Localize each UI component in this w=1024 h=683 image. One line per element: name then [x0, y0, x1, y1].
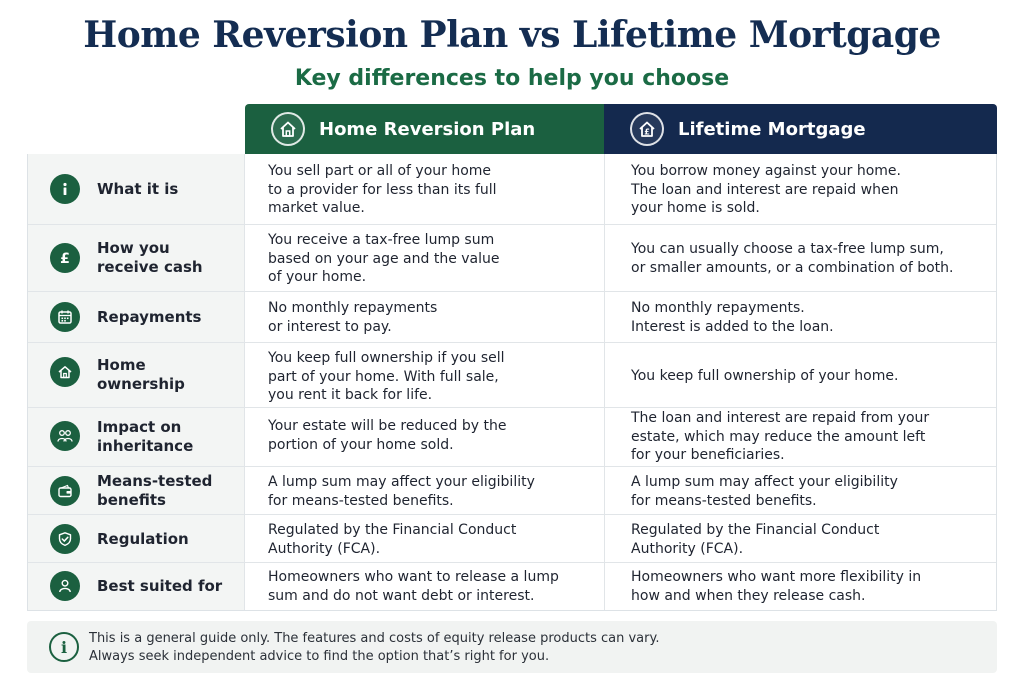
home-reversion-cell: You keep full ownership if you sell part of your home. With full sale, you rent it back for life.	[268, 350, 505, 403]
lifetime-mortgage-cell: Homeowners who want more flexibility in how and when they release cash.	[631, 569, 922, 604]
pound-icon	[50, 243, 80, 273]
column-header-label: Lifetime Mortgage	[678, 118, 866, 140]
wallet-icon	[50, 476, 80, 506]
lifetime-mortgage-cell: No monthly repayments. Interest is added to the loan.	[631, 300, 834, 335]
home-reversion-cell: Your estate will be reduced by the portion of your home sold.	[268, 418, 507, 453]
home-reversion-cell: You sell part or all of your home to a provider for less than its full market value.	[268, 163, 497, 216]
table-row	[28, 563, 996, 610]
lifetime-mortgage-cell: Regulated by the Financial Conduct Authority (FCA).	[631, 522, 880, 557]
lifetime-mortgage-cell: You can usually choose a tax-free lump sum, or smaller amounts, or a combination of both.	[631, 241, 954, 276]
row-label-cell	[28, 154, 245, 224]
home-reversion-cell: A lump sum may affect your eligibility for means-tested benefits.	[268, 474, 535, 509]
house-icon	[50, 357, 80, 387]
person-icon	[50, 571, 80, 601]
table-row	[28, 343, 996, 408]
row-label-cell	[28, 515, 245, 562]
lifetime-mortgage-cell: The loan and interest are repaid from your estate, which may reduce the amount left for your beneficiaries.	[631, 410, 930, 463]
table-row	[28, 467, 996, 515]
home-reversion-cell: Homeowners who want to release a lump sum and do not want debt or interest.	[268, 569, 559, 604]
row-label: Regulation	[97, 530, 189, 548]
home-reversion-cell: No monthly repayments or interest to pay.	[268, 300, 438, 335]
column-header-label: Home Reversion Plan	[319, 118, 536, 140]
row-label-cell	[28, 343, 245, 407]
calendar-icon	[50, 302, 80, 332]
row-label: Means-tested benefits	[97, 472, 213, 509]
table-row	[28, 225, 996, 292]
column-header-lifetime-mortgage	[604, 104, 997, 154]
people-icon	[50, 421, 80, 451]
page-title: Home Reversion Plan vs Lifetime Mortgage	[83, 14, 941, 56]
house-pound-icon	[630, 112, 664, 146]
column-header-home-reversion	[245, 104, 604, 154]
table-row	[28, 292, 996, 343]
row-label: Repayments	[97, 308, 202, 326]
row-label-cell	[28, 408, 245, 466]
table-row	[28, 154, 996, 225]
disclaimer-note	[27, 621, 997, 673]
info-icon: i	[49, 632, 79, 662]
lifetime-mortgage-cell: You borrow money against your home. The loan and interest are repaid when your home is sold.	[631, 163, 901, 216]
row-label-cell	[28, 292, 245, 342]
row-label-cell	[28, 225, 245, 291]
home-reversion-cell: You receive a tax-free lump sum based on your age and the value of your home.	[268, 232, 500, 285]
house-icon	[271, 112, 305, 146]
row-label-cell	[28, 563, 245, 610]
info-icon	[50, 174, 80, 204]
row-label: What it is	[97, 180, 179, 198]
row-label: Impact on inheritance	[97, 418, 194, 455]
lifetime-mortgage-cell: You keep full ownership of your home.	[631, 368, 899, 384]
svg-text:£: £	[60, 251, 70, 266]
table-row	[28, 515, 996, 563]
disclaimer-text: This is a general guide only. The features and costs of equity release products can vary. Always seek independent advice to find the option that’s right for you.	[89, 631, 660, 664]
shield-check-icon	[50, 524, 80, 554]
row-label: How you receive cash	[97, 239, 203, 276]
row-label: Home ownership	[97, 356, 185, 393]
home-reversion-cell: Regulated by the Financial Conduct Authority (FCA).	[268, 522, 517, 557]
comparison-table	[27, 154, 997, 611]
table-row	[28, 408, 996, 467]
row-label: Best suited for	[97, 577, 223, 595]
page-subtitle: Key differences to help you choose	[294, 66, 730, 91]
svg-text:£: £	[644, 127, 650, 137]
lifetime-mortgage-cell: A lump sum may affect your eligibility for means-tested benefits.	[631, 474, 898, 509]
row-label-cell	[28, 467, 245, 514]
